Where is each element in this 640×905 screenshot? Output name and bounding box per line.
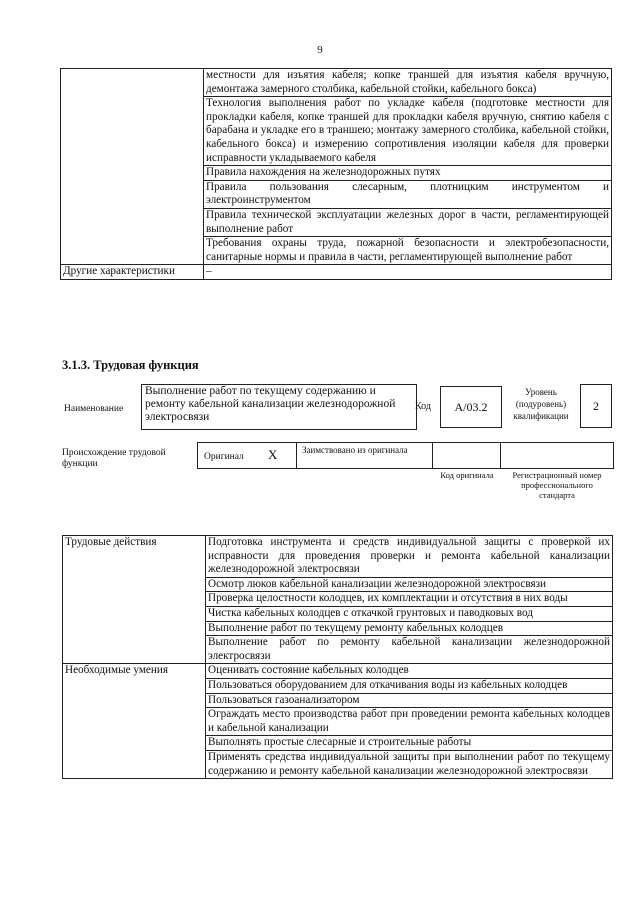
row-text: Требования охраны труда, пожарной безопасности и электробезопасности, санитарные нормы и правила в части, регламентирующей выполнение работ (204, 237, 612, 265)
table-row (63, 536, 613, 578)
origin-row (197, 442, 614, 469)
name-label: Наименование (64, 404, 124, 414)
reg-number-label: Регистрационный номер профессионального стандарта (512, 470, 602, 500)
row-text: Применять средства индивидуальной защиты при выполнении работ по текущему содержанию и ремонту кабельной канализации железнодорожной электросвязи (206, 750, 613, 778)
original-mark: Х (268, 447, 278, 462)
table-row (61, 265, 612, 280)
origin-label: Происхождение трудовой функции (62, 448, 166, 469)
group-label: Трудовые действия (63, 536, 206, 664)
function-name-box: Выполнение работ по текущему содержанию и ремонту кабельной канализации железнодорожной электросвязи (141, 384, 417, 430)
row-text: Пользоваться газоанализатором (206, 693, 613, 708)
row-text: Чистка кабельных колодцев с откачкой грунтовых и паводковых вод (206, 606, 613, 621)
section-title: 3.1.3. Трудовая функция (62, 358, 199, 372)
table-row (61, 69, 612, 97)
row-text: Ограждать место производства работ при проведении ремонта кабельных колодцев и кабельной канализации (206, 708, 613, 736)
divider (432, 442, 433, 468)
divider (296, 442, 297, 468)
row-text: Выполнять простые слесарные и строительные работы (206, 736, 613, 751)
row-text: Оценивать состояние кабельных колодцев (206, 664, 613, 679)
row-text: Технология выполнения работ по укладке кабеля (подготовке местности для прокладки кабеля, копке траншей для прокладки кабеля вручную, снятию кабеля с барабана и укладке его в траншею; монтажу замерного столбика, кабельной стойки, кабельного бокса) и измерению сопротивления изоляции кабеля для проверки исправности укладываемого кабеля (204, 97, 612, 166)
level-value-box: 2 (580, 384, 612, 428)
level-label: Уровень (подуровень) квалификации (513, 387, 569, 421)
original-label: Оригинал (204, 452, 244, 462)
row-text: Выполнение работ по текущему ремонту кабельных колодцев (206, 621, 613, 636)
borrowed-label: Заимствовано из оригинала (302, 445, 408, 455)
group-label: Необходимые умения (63, 664, 206, 779)
row-text: Правила пользования слесарным, плотницким инструментом и электроинструментом (204, 180, 612, 208)
code-label: Код (415, 401, 431, 412)
row-text: Проверка целостности колодцев, их комплектации и отсутствия в них воды (206, 592, 613, 607)
row-text: – (204, 265, 612, 280)
row-text: Выполнение работ по ремонту кабельной канализации железнодорожной электросвязи (206, 636, 613, 664)
table-row (63, 664, 613, 679)
page-number: 9 (317, 44, 323, 56)
row-text: местности для изъятия кабеля; копке траншей для изъятия кабеля вручную, демонтажа замерного столбика, кабельной стойки, кабельного бокса) (204, 69, 612, 97)
row-text: Осмотр люков кабельной канализации железнодорожной электросвязи (206, 577, 613, 592)
row-text: Подготовка инструмента и средств индивидуальной защиты с проверкой их исправности для проведения проверки и ремонта кабельной канализации железнодорожной электросвязи (206, 536, 613, 578)
actions-skills-table (62, 535, 613, 779)
row-label: Другие характеристики (61, 265, 204, 280)
code-value-box: А/03.2 (440, 386, 502, 428)
row-text: Правила технической эксплуатации железных дорог в части, регламентирующей выполнение работ (204, 208, 612, 236)
row-label (61, 69, 204, 265)
row-text: Правила нахождения на железнодорожных путях (204, 166, 612, 181)
knowledge-table (60, 68, 612, 280)
origin-code-label: Код оригинала (440, 470, 494, 480)
divider (500, 442, 501, 468)
row-text: Пользоваться оборудованием для откачивания воды из кабельных колодцев (206, 678, 613, 693)
